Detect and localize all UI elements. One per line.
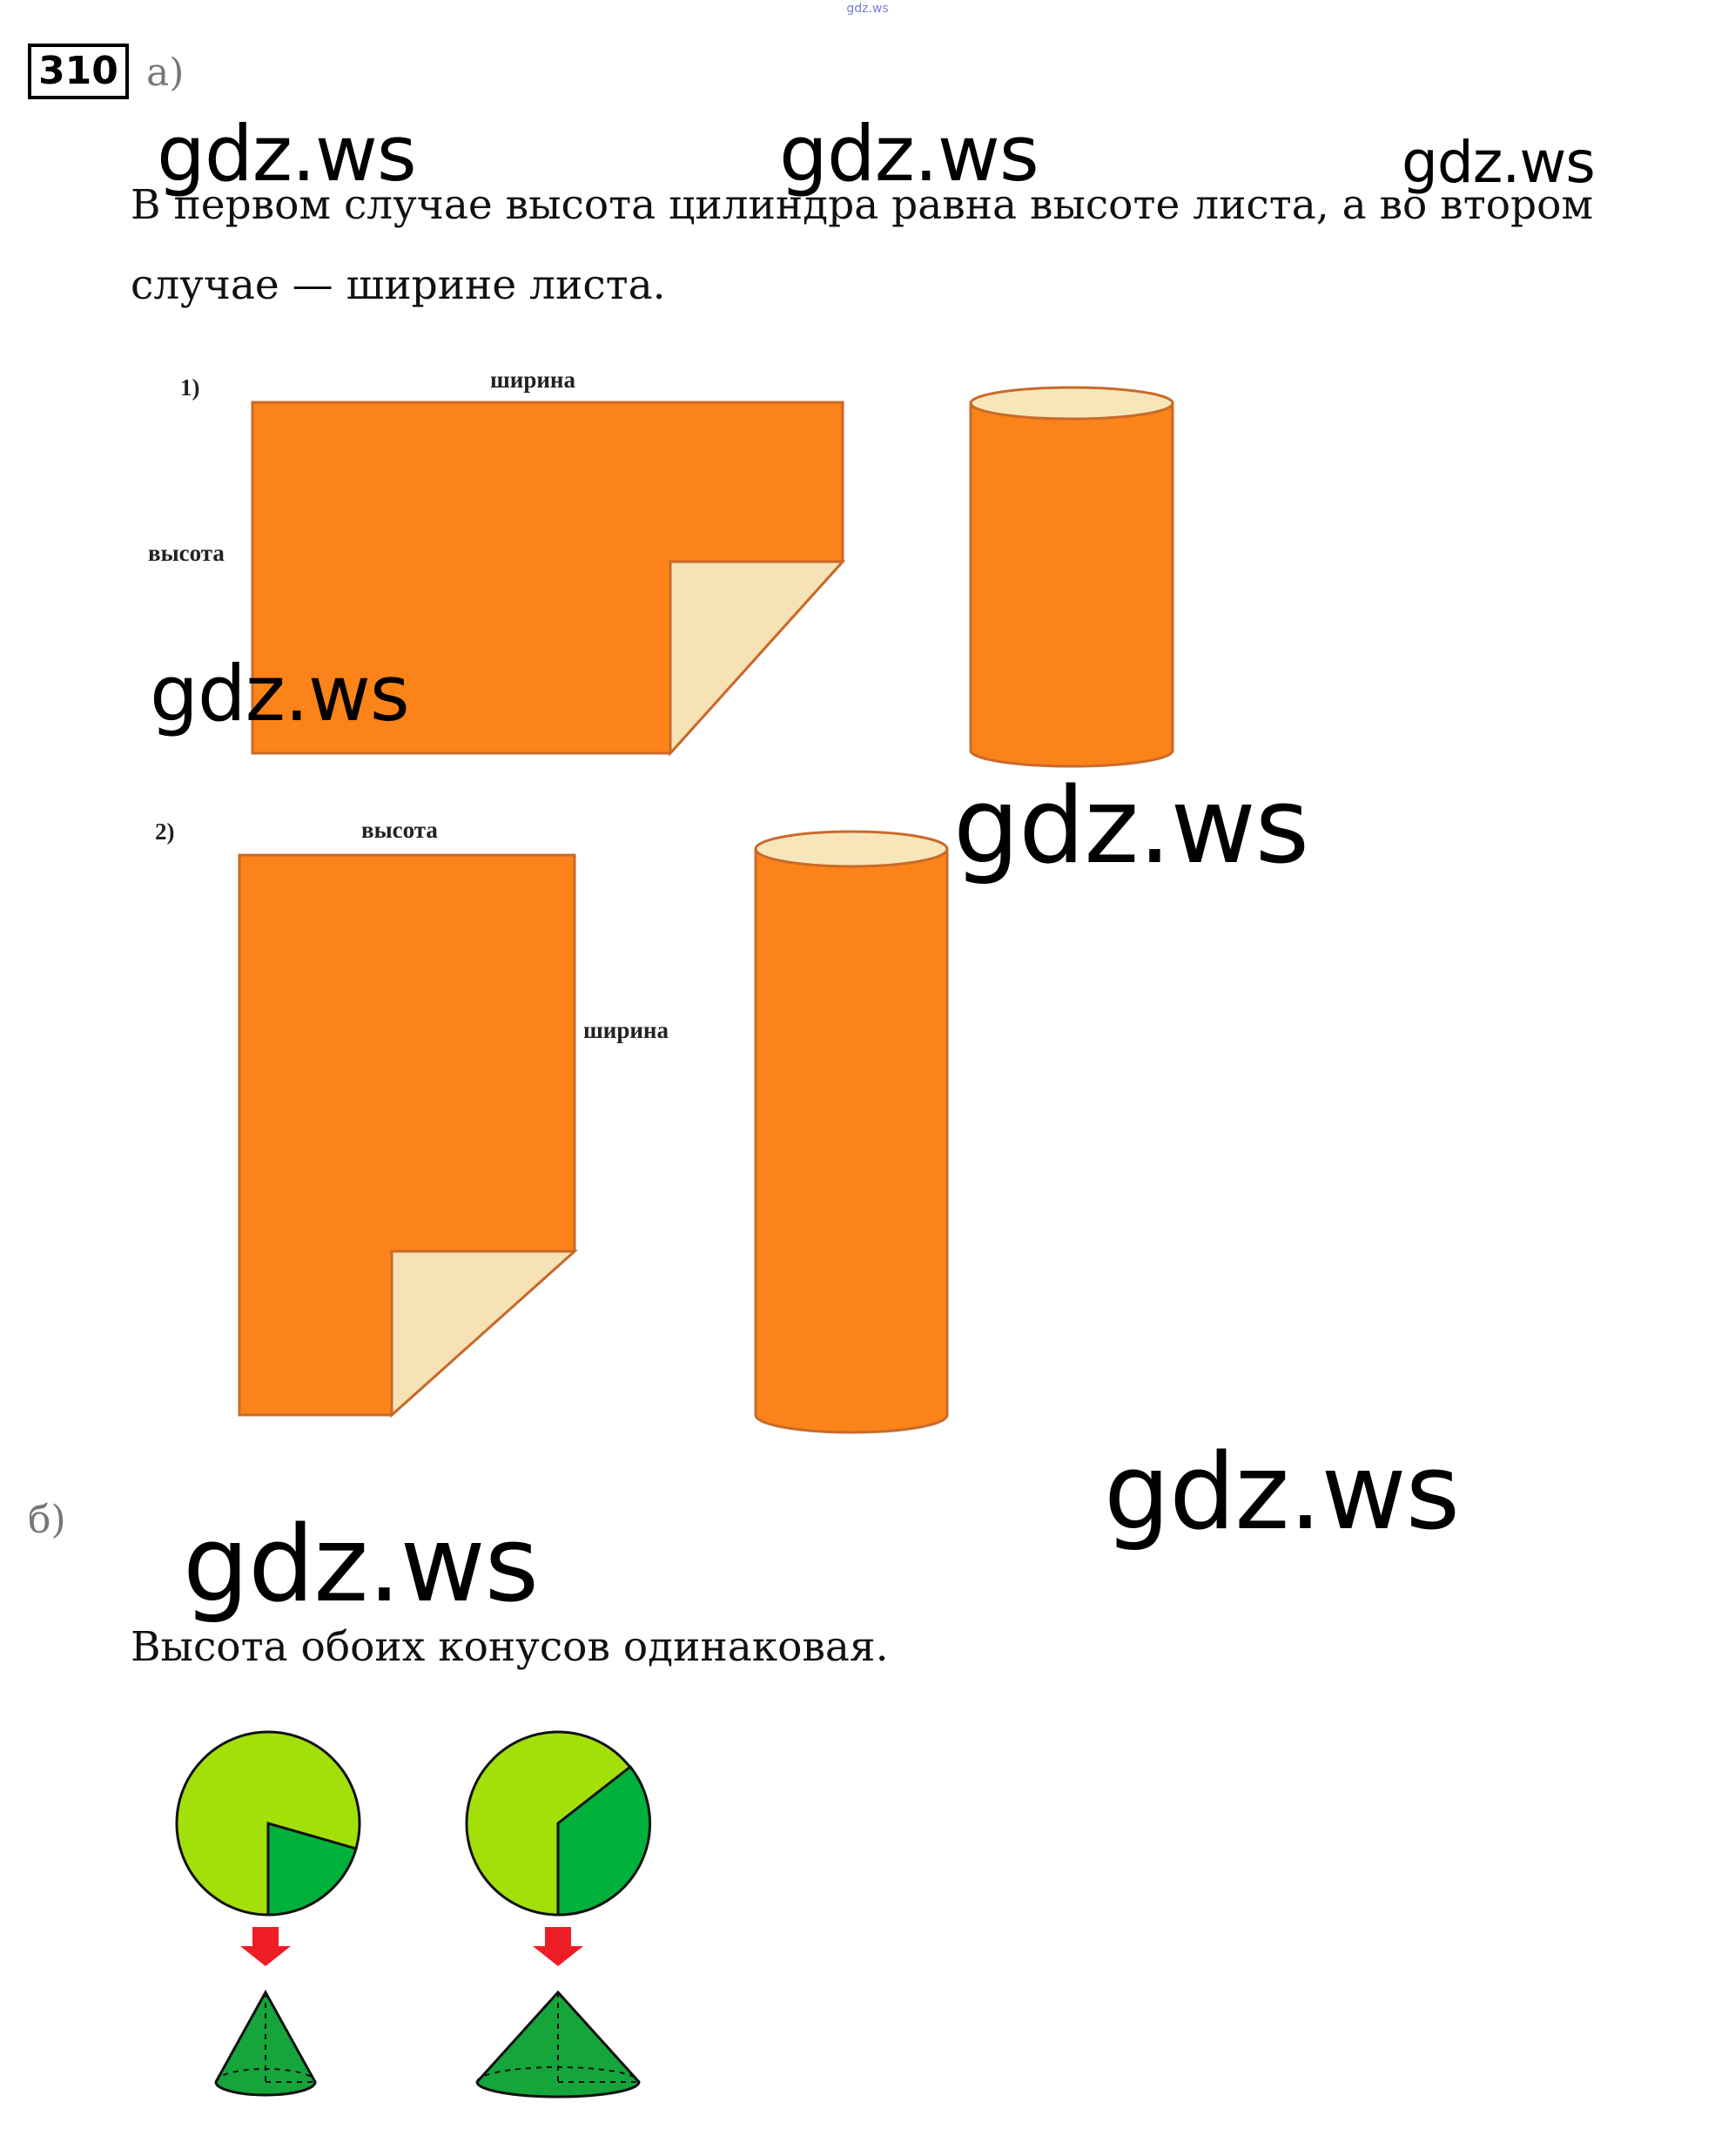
watermark: gdz.ws: [779, 109, 1039, 199]
part-b-label: б): [28, 1498, 66, 1542]
figure-2-width-label: ширина: [583, 1017, 669, 1043]
figure-1-width-label: ширина: [490, 367, 575, 393]
cone-net-1: [177, 1732, 360, 1915]
cone-net-2: [467, 1732, 650, 1915]
arrow-down-icon: [240, 1927, 291, 1966]
cone-2: [477, 1992, 639, 2097]
watermark: gdz.ws: [953, 766, 1309, 887]
cylinder-2: [756, 832, 947, 1432]
figure-2-index: 2): [155, 819, 175, 845]
part-a-text: В первом случае высота цилиндра равна высоте листа, а во втором случае — ширине листа.: [131, 181, 1593, 309]
watermark: gdz.ws: [150, 649, 409, 738]
watermark: gdz.ws: [1104, 1432, 1460, 1553]
figure-2-height-label: высота: [361, 817, 438, 843]
part-b-text: Высота обоих конусов одинаковая.: [131, 1623, 889, 1671]
cone-1: [216, 1992, 315, 2095]
task-number: 310: [28, 44, 129, 99]
figure-1-index: 1): [180, 374, 200, 401]
watermark: gdz.ws: [157, 109, 416, 199]
watermark: gdz.ws: [183, 1505, 539, 1626]
site-mark: gdz.ws: [846, 2, 889, 16]
cylinder-1: [971, 387, 1173, 766]
watermark: gdz.ws: [1402, 129, 1595, 196]
figure-1-height-label: высота: [148, 540, 225, 566]
arrow-down-icon: [533, 1927, 583, 1966]
part-a-label: а): [146, 51, 185, 95]
sheet-2: [239, 855, 575, 1415]
